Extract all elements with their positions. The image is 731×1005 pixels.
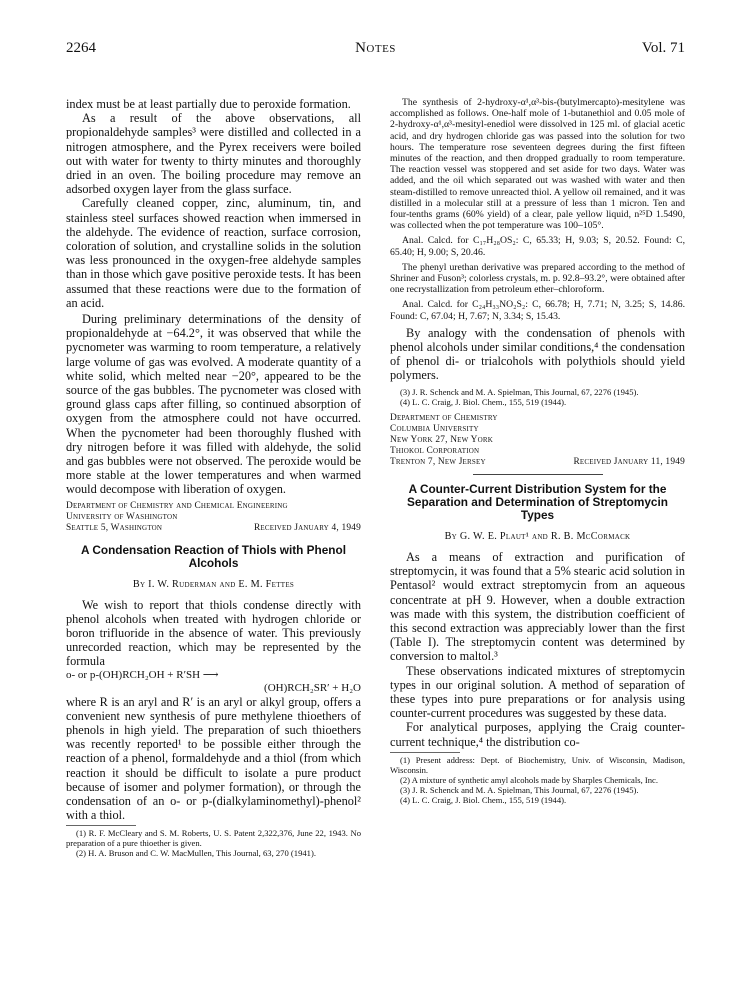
- affiliation-line: Department of Chemistry and Chemical Engineering: [66, 500, 288, 511]
- footnote: (1) Present address: Dept. of Biochemistry, Univ. of Wisconsin, Madison, Wisconsin.: [390, 754, 685, 775]
- affiliation-line: Seattle 5, Washington: [66, 522, 163, 533]
- affiliation-line: University of Washington: [66, 511, 178, 522]
- paragraph: As a means of extraction and purification of streptomycin, it was found that a 5% stearic acid solution in Pentasol² would extract streptomycin from an aqueous concentrate at pH 9. However, when a double extraction was made with this system, the distribution coefficient of this second extraction was appreciably lower than the first (Table I). The streptomycin content was determined by conversion to maltol.³: [390, 549, 685, 664]
- footnote: (4) L. C. Craig, J. Biol. Chem., 155, 519 (1944).: [400, 396, 567, 407]
- paragraph: We wish to report that thiols condense directly with phenol alcohols when treated with hydrogen chloride or boron trifluoride in the absence of water. This previously unrecorded reaction, which may be represented by the formula: [66, 597, 361, 669]
- footnote: (1) R. F. McCleary and S. M. Roberts, U. S. Patent 2,322,376, June 22, 1943. No preparation of a pure thioether is given.: [66, 828, 361, 849]
- section-divider: [473, 474, 603, 475]
- article-title: A Counter-Current Distribution System for the Separation and Determination of Streptomycin Types: [407, 481, 668, 523]
- footnote-rule: [66, 825, 136, 826]
- footnote: (2) H. A. Bruson and C. W. MacMullen, This Journal, 63, 270 (1941).: [76, 848, 316, 859]
- paragraph: Carefully cleaned copper, zinc, aluminum, tin, and stainless steel surfaces showed reaction when immersed in the aldehyde. The evidence of reaction, surface corrosion, coloration of solution, and crystalline solids in the solution was less pronounced in the oxygen-free aldehyde samples than in those which gave positive peroxide tests. It has been assumed that these reactions were due to the formation of an acid.: [66, 196, 361, 310]
- section-title: Notes: [355, 40, 396, 56]
- analysis-line: Anal. Calcd. for C₁₇H₂₈OS₂: C, 65.33; H, 9.03; S, 20.52. Found: C, 65.40; H, 9.00; S, 20.46.: [390, 235, 685, 258]
- footnote-rule: [390, 752, 460, 753]
- paragraph: index must be at least partially due to peroxide formation.: [66, 97, 351, 111]
- left-column: [66, 97, 361, 858]
- footnote: (2) A mixture of synthetic amyl alcohols made by Sharples Chemicals, Inc.: [400, 774, 658, 785]
- affiliation-block: [390, 413, 685, 468]
- running-header: [66, 40, 685, 60]
- paragraph: By analogy with the condensation of phenols with phenol alcohols under similar conditions,⁴ the condensation of phenol di- or trialcohols with polythiols should yield polymers.: [390, 325, 685, 383]
- article-authors: By I. W. Ruderman and E. M. Fettes: [132, 578, 295, 590]
- reaction-equation-line-2: (OH)RCH₂SR′ + H₂O: [264, 681, 361, 694]
- paragraph: During preliminary determinations of the density of propionaldehyde at −64.2°, it was observed that while the pycnometer was warming to room temperature, a relatively large volume of gas was evolved. A moderate quantity of a white solid, which melted near −20°, appeared to be the source of the gas bubbles. The pycnometer was closed with ground glass caps after filling, so continued absorption of oxygen from the atmosphere could not have occurred. When the pycnometer had been thoroughly flushed with dry nitrogen before it was filled with aldehyde, the solid and gas bubbles were not observed. The peroxide would be more stable at the lower temperatures and when warmed would decompose with liberation of oxygen.: [66, 312, 361, 497]
- affiliation-line: Thiokol Corporation: [390, 445, 480, 456]
- footnote: (4) L. C. Craig, J. Biol. Chem., 155, 519 (1944).: [400, 794, 567, 805]
- affiliation-line: Columbia University: [390, 423, 479, 434]
- footnote: (3) J. R. Schenck and M. A. Spielman, This Journal, 67, 2276 (1945).: [400, 784, 639, 795]
- paragraph: The phenyl urethan derivative was prepared according to the method of Shriner and Fuson³; colorless crystals, m. p. 92.8–93.2°, were obtained after one recrystallization from petroleum ether–chloroform.: [390, 261, 685, 296]
- analysis-line: Anal. Calcd. for C₂₄H₃₃NO₂S₂: C, 66.78; H, 7.71; N, 3.25; S, 14.86. Found: C, 67.04; H, 7.67; N, 3.34; S, 15.43.: [390, 299, 685, 322]
- footnote: (3) J. R. Schenck and M. A. Spielman, This Journal, 67, 2276 (1945).: [400, 386, 639, 397]
- affiliation-line: Trenton 7, New Jersey: [390, 456, 486, 467]
- paragraph: where R is an aryl and R′ is an aryl or alkyl group, offers a convenient new synthesis of pure methylene thioethers of phenols in high yield. The preparation of such thioethers was recently reported¹ to be possible either through the reaction of a phenol, formaldehyde and a thiol (from which reaction it should be difficult to isolate a pure product because of isomer and polymer formation), or through the condensation of an o- or p-(dialkylaminomethyl)-phenol² with a thiol.: [66, 694, 361, 823]
- article-title: A Condensation Reaction of Thiols with Phenol Alcohols: [81, 542, 346, 571]
- received-date: Received January 11, 1949: [573, 456, 685, 467]
- right-column: [390, 97, 685, 805]
- paragraph: For analytical purposes, applying the Craig counter-current technique,⁴ the distribution co-: [390, 720, 685, 749]
- page-number: 2264: [66, 40, 96, 56]
- affiliation-line: Department of Chemistry: [390, 412, 498, 423]
- reaction-equation-line-1: o- or p-(OH)RCH₂OH + R′SH ⟶: [66, 668, 219, 681]
- affiliation-block: [66, 501, 361, 534]
- received-date: Received January 4, 1949: [253, 522, 361, 533]
- paragraph: These observations indicated mixtures of streptomycin types in our original solution. A method of separation of these types into pure preparations or for analysis using counter-current procedures was suggested by these data.: [390, 663, 685, 721]
- affiliation-line: New York 27, New York: [390, 434, 494, 445]
- article-authors: By G. W. E. Plaut¹ and R. B. McCormack: [444, 530, 631, 542]
- paragraph: The synthesis of 2-hydroxy-α¹,α³-bis-(butylmercapto)-mesitylene was accomplished as follows. One-half mole of 1-butanethiol and 0.05 mole of 2-hydroxy-α¹,α³-mesityl-enediol were dissolved in 125 ml. of glacial acetic acid, and dry hydrogen chloride gas was passed into the solution for two hours. The temperature rose seventeen degrees during the first fifteen minutes of the reaction, and then dropped gradually to room temperature. The reaction vessel was stoppered and set aside for two days. Water was added, and the oil which separated out was washed with water and then steam-distilled to remove unreacted thiol. A yellow oil remained, and it was distilled in a molecular still at a pressure of less than 1 micron. Ten and four-tenths grams (60% yield) of a clear, pale yellow liquid, n²⁵D 1.5490, was collected when the pot temperature was 100–105°.: [390, 97, 685, 232]
- paragraph: As a result of the above observations, all propionaldehyde samples³ were distilled and collected in a nitrogen atmosphere, and the Pyrex receivers were boiled out with water for twenty to thirty minutes and thoroughly dried in an oven. The boiling procedure may remove an adsorbed oxygen layer from the glass surface.: [66, 111, 361, 197]
- volume-number: Vol. 71: [641, 40, 685, 56]
